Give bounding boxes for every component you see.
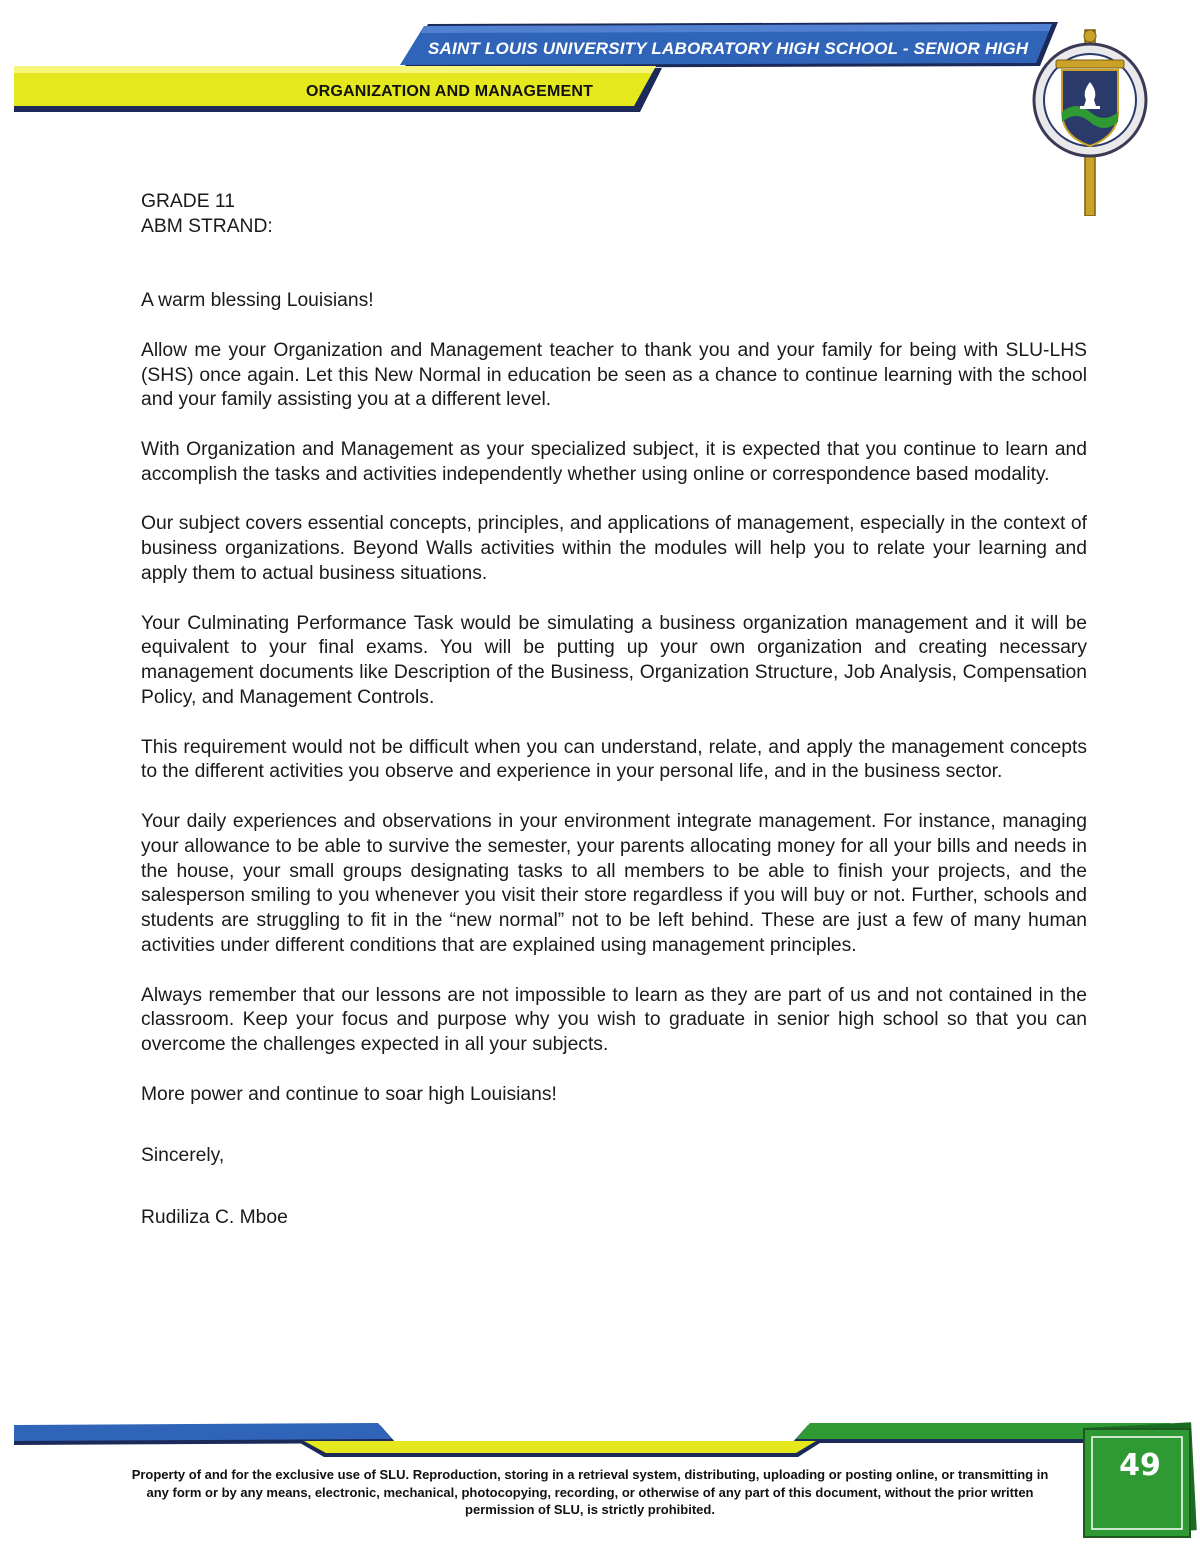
signature: Rudiliza C. Mboe — [141, 1207, 288, 1229]
letter-body — [141, 190, 1087, 1256]
footer-blue-bar — [14, 1423, 392, 1441]
paragraph: Always remember that our lessons are not impossible to learn as they are part of us and not contained in the classroom. Keep your focus and purpose why you wish to graduate in senior high school so that you can overcome the challenges expected in all your subjects. — [141, 984, 1087, 1056]
copyright-notice: Property of and for the exclusive use of SLU. Reproduction, storing in a retrieval system, distributing, uploading or posting online, or transmitting in any form or by any means, electronic, mechanical, photocopying, recording, or otherwise of any part of this document, without the prior written permission of SLU, is strictly prohibited. — [131, 1467, 1049, 1517]
footer-yellow-bar — [304, 1441, 816, 1453]
paragraph: Your daily experiences and observations in your environment integrate management. For instance, managing your allowance to be able to survive the semester, your parents allocating money for all your bills and needs in the house, your small groups designating tasks to all members to be able to finish your projects, and the salesperson smiling to you whenever you visit their store regardless if you will buy or not. Further, schools and students are struggling to fit in the “new normal” not to be left behind. These are just a few of many human activities under different conditions that are explained using management principles. — [141, 810, 1087, 956]
paragraph: More power and continue to soar high Louisians! — [141, 1083, 557, 1105]
paragraph: Our subject covers essential concepts, principles, and applications of management, especially in the context of business organizations. Beyond Walls activities within the modules will help you to relate your learning and apply them to actual business situations. — [141, 513, 1087, 584]
page-number: 49 — [1119, 1448, 1161, 1483]
paragraph: This requirement would not be difficult when you can understand, relate, and apply the management concepts to the different activities you observe and experience in your personal life, and in the business sector. — [141, 736, 1087, 783]
grade-line: GRADE 11 — [141, 191, 235, 212]
paragraph: Allow me your Organization and Management teacher to thank you and your family for being with SLU-LHS (SHS) once again. Let this New Normal in education be seen as a chance to continue learning with the school and your family assisting you at a different level. — [141, 339, 1087, 411]
paragraph: Your Culminating Performance Task would be simulating a business organization management and it will be equivalent to your final exams. You will be putting up your own organization and creating necessary management documents like Description of the Business, Organization Structure, Job Analysis, Compensation Policy, and Management Controls. — [141, 612, 1087, 708]
school-name: SAINT LOUIS UNIVERSITY LABORATORY HIGH SCHOOL - SENIOR HIGH — [428, 39, 1029, 58]
paragraph: With Organization and Management as your specialized subject, it is expected that you continue to learn and accomplish the tasks and activities independently whether using online or correspondence based modality. — [141, 438, 1087, 485]
closing: Sincerely, — [141, 1145, 225, 1167]
subject-title: ORGANIZATION AND MANAGEMENT — [306, 83, 594, 100]
school-seal-icon — [1022, 26, 1162, 216]
header-banner — [0, 0, 1200, 130]
greeting: A warm blessing Louisians! — [141, 290, 374, 312]
strand-line: ABM STRAND: — [141, 215, 273, 237]
